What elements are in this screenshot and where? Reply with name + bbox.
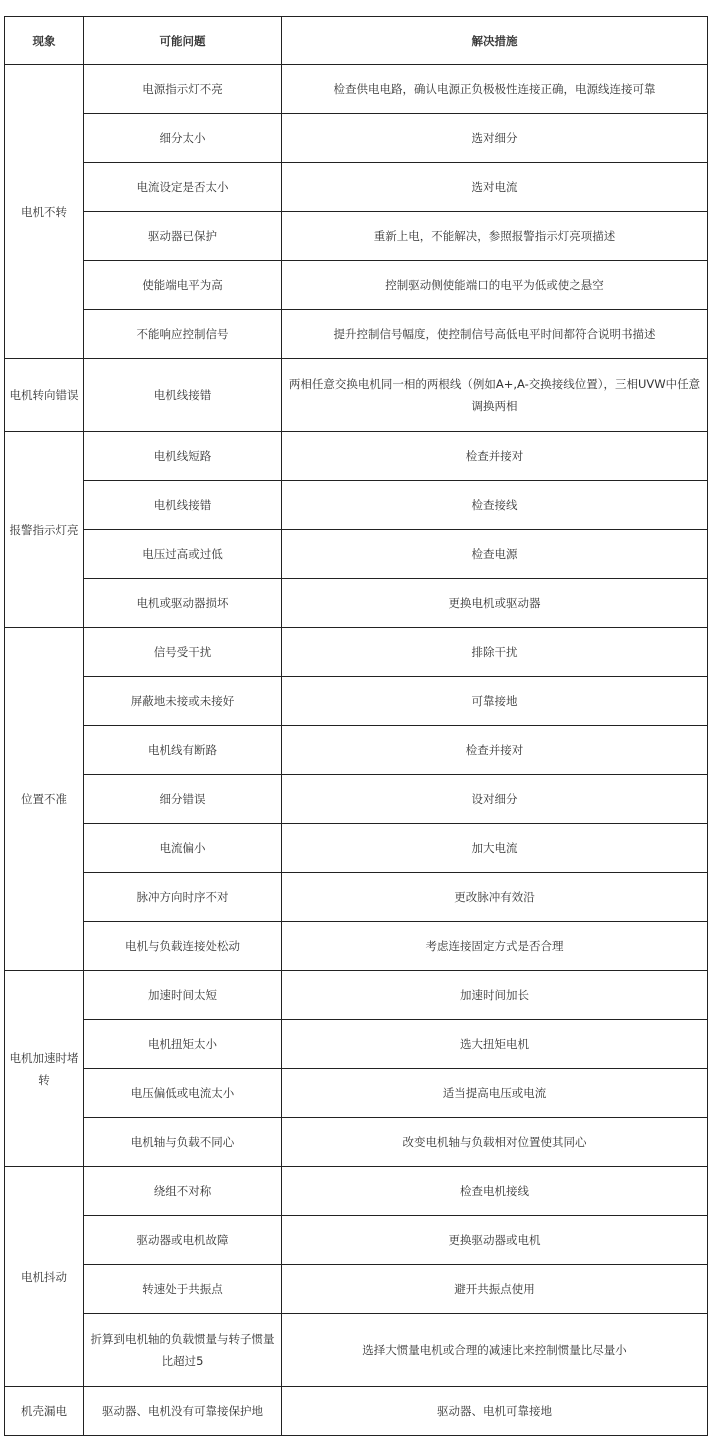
solution-cell: 更改脉冲有效沿 bbox=[282, 873, 708, 922]
table-row bbox=[5, 163, 708, 212]
table-row bbox=[5, 481, 708, 530]
problem-cell: 驱动器、电机没有可靠接保护地 bbox=[84, 1387, 282, 1436]
phenomenon-cell: 电机不转 bbox=[5, 65, 84, 359]
table-row bbox=[5, 1118, 708, 1167]
phenomenon-cell: 电机抖动 bbox=[5, 1167, 84, 1387]
problem-cell: 驱动器或电机故障 bbox=[84, 1216, 282, 1265]
table-row bbox=[5, 1216, 708, 1265]
problem-cell: 电机线接错 bbox=[84, 359, 282, 432]
table-row bbox=[5, 1314, 708, 1387]
problem-cell: 加速时间太短 bbox=[84, 971, 282, 1020]
solution-cell: 更换驱动器或电机 bbox=[282, 1216, 708, 1265]
solution-cell: 检查电机接线 bbox=[282, 1167, 708, 1216]
solution-cell: 适当提高电压或电流 bbox=[282, 1069, 708, 1118]
table-row bbox=[5, 873, 708, 922]
table-row bbox=[5, 65, 708, 114]
problem-cell: 驱动器已保护 bbox=[84, 212, 282, 261]
table-row bbox=[5, 1167, 708, 1216]
problem-cell: 电压过高或过低 bbox=[84, 530, 282, 579]
phenomenon-cell: 电机转向错误 bbox=[5, 359, 84, 432]
table-row bbox=[5, 775, 708, 824]
problem-cell: 电压偏低或电流太小 bbox=[84, 1069, 282, 1118]
solution-cell: 两相任意交换电机同一相的两根线（例如A+,A-交换接线位置），三相UVW中任意调换两相 bbox=[282, 359, 708, 432]
solution-cell: 改变电机轴与负载相对位置使其同心 bbox=[282, 1118, 708, 1167]
problem-cell: 脉冲方向时序不对 bbox=[84, 873, 282, 922]
solution-cell: 避开共振点使用 bbox=[282, 1265, 708, 1314]
table-row bbox=[5, 726, 708, 775]
problem-cell: 电机线有断路 bbox=[84, 726, 282, 775]
solution-cell: 重新上电，不能解决，参照报警指示灯亮项描述 bbox=[282, 212, 708, 261]
solution-cell: 加大电流 bbox=[282, 824, 708, 873]
problem-cell: 信号受干扰 bbox=[84, 628, 282, 677]
solution-cell: 加速时间加长 bbox=[282, 971, 708, 1020]
table-row bbox=[5, 922, 708, 971]
table-row bbox=[5, 432, 708, 481]
solution-cell: 检查并接对 bbox=[282, 726, 708, 775]
solution-cell: 排除干扰 bbox=[282, 628, 708, 677]
table-row bbox=[5, 212, 708, 261]
solution-cell: 检查并接对 bbox=[282, 432, 708, 481]
table-row bbox=[5, 628, 708, 677]
solution-cell: 考虑连接固定方式是否合理 bbox=[282, 922, 708, 971]
table-row bbox=[5, 1069, 708, 1118]
solution-cell: 选对电流 bbox=[282, 163, 708, 212]
table-row bbox=[5, 971, 708, 1020]
solution-cell: 提升控制信号幅度，使控制信号高低电平时间都符合说明书描述 bbox=[282, 310, 708, 359]
solution-cell: 可靠接地 bbox=[282, 677, 708, 726]
solution-cell: 驱动器、电机可靠接地 bbox=[282, 1387, 708, 1436]
solution-cell: 检查电源 bbox=[282, 530, 708, 579]
problem-cell: 不能响应控制信号 bbox=[84, 310, 282, 359]
table-row bbox=[5, 1387, 708, 1436]
table-row bbox=[5, 261, 708, 310]
solution-cell: 更换电机或驱动器 bbox=[282, 579, 708, 628]
table-row bbox=[5, 310, 708, 359]
solution-cell: 控制驱动侧使能端口的电平为低或使之悬空 bbox=[282, 261, 708, 310]
table-row bbox=[5, 114, 708, 163]
header-phenomenon: 现象 bbox=[5, 17, 84, 65]
problem-cell: 电机扭矩太小 bbox=[84, 1020, 282, 1069]
problem-cell: 电流设定是否太小 bbox=[84, 163, 282, 212]
problem-cell: 细分错误 bbox=[84, 775, 282, 824]
phenomenon-cell: 报警指示灯亮 bbox=[5, 432, 84, 628]
problem-cell: 屏蔽地未接或未接好 bbox=[84, 677, 282, 726]
troubleshooting-table bbox=[4, 16, 708, 1436]
problem-cell: 电机线接错 bbox=[84, 481, 282, 530]
problem-cell: 折算到电机轴的负载惯量与转子惯量比超过5 bbox=[84, 1314, 282, 1387]
problem-cell: 细分太小 bbox=[84, 114, 282, 163]
phenomenon-cell: 电机加速时堵转 bbox=[5, 971, 84, 1167]
solution-cell: 设对细分 bbox=[282, 775, 708, 824]
solution-cell: 检查接线 bbox=[282, 481, 708, 530]
solution-cell: 选择大惯量电机或合理的减速比来控制惯量比尽量小 bbox=[282, 1314, 708, 1387]
problem-cell: 电机或驱动器损坏 bbox=[84, 579, 282, 628]
phenomenon-cell: 机壳漏电 bbox=[5, 1387, 84, 1436]
table-row bbox=[5, 530, 708, 579]
problem-cell: 电机与负载连接处松动 bbox=[84, 922, 282, 971]
problem-cell: 使能端电平为高 bbox=[84, 261, 282, 310]
problem-cell: 电机线短路 bbox=[84, 432, 282, 481]
table-row bbox=[5, 1265, 708, 1314]
solution-cell: 选对细分 bbox=[282, 114, 708, 163]
solution-cell: 选大扭矩电机 bbox=[282, 1020, 708, 1069]
problem-cell: 绕组不对称 bbox=[84, 1167, 282, 1216]
solution-cell: 检查供电电路，确认电源正负极极性连接正确，电源线连接可靠 bbox=[282, 65, 708, 114]
table-row bbox=[5, 1020, 708, 1069]
problem-cell: 转速处于共振点 bbox=[84, 1265, 282, 1314]
table-row bbox=[5, 824, 708, 873]
table-row bbox=[5, 579, 708, 628]
table-header-row bbox=[5, 17, 708, 65]
problem-cell: 电源指示灯不亮 bbox=[84, 65, 282, 114]
header-problem: 可能问题 bbox=[84, 17, 282, 65]
phenomenon-cell: 位置不准 bbox=[5, 628, 84, 971]
header-solution: 解决措施 bbox=[282, 17, 708, 65]
table-row bbox=[5, 359, 708, 432]
table-row bbox=[5, 677, 708, 726]
problem-cell: 电机轴与负载不同心 bbox=[84, 1118, 282, 1167]
problem-cell: 电流偏小 bbox=[84, 824, 282, 873]
